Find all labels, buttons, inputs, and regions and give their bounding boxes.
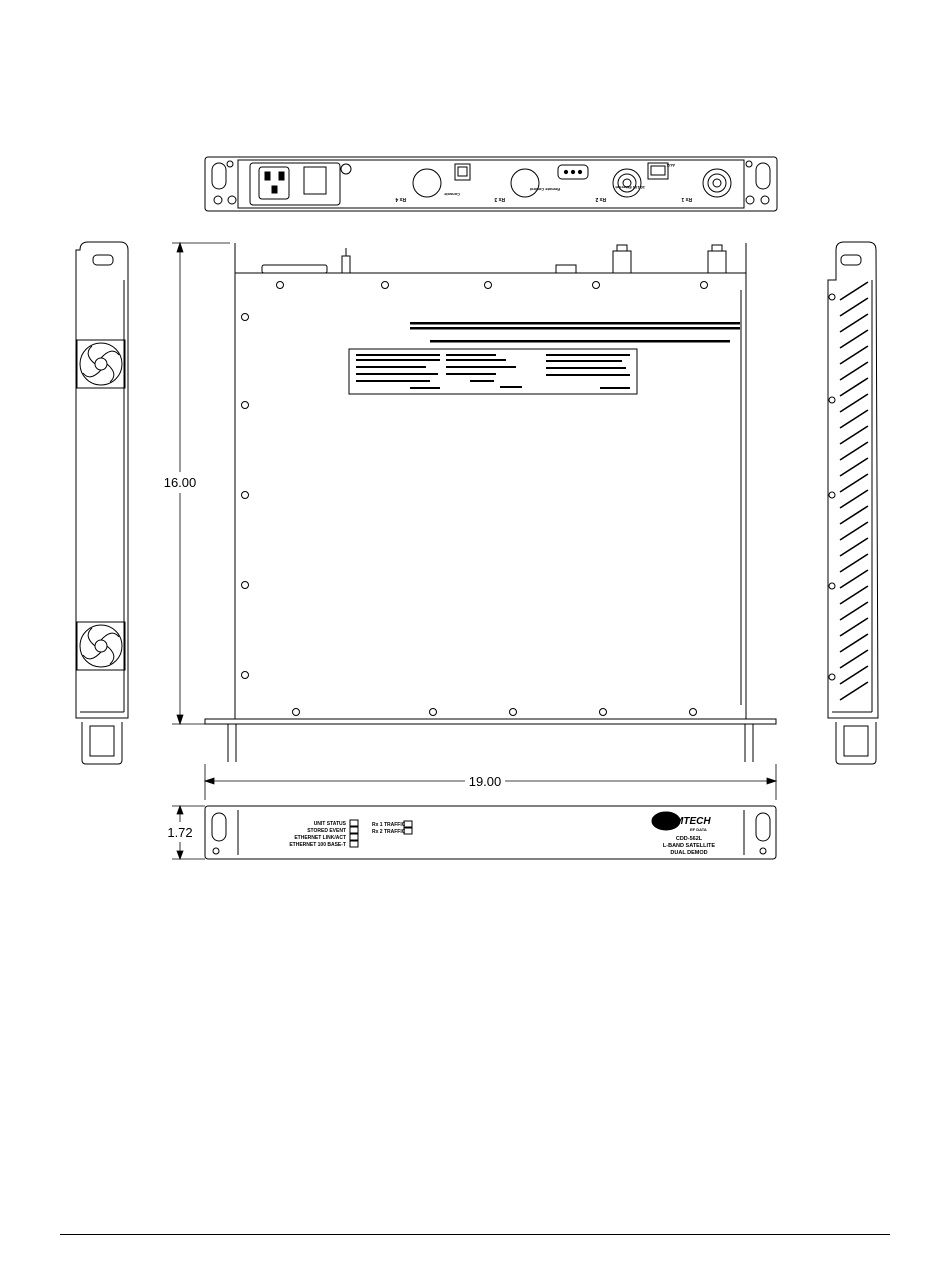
brand-name: COMTECH	[660, 816, 711, 827]
fan-lower-icon	[77, 622, 125, 670]
product-line-1: L-BAND SATELLITE	[662, 843, 716, 849]
warning-text-block	[410, 322, 740, 343]
model-number: CDD-562L	[675, 836, 703, 842]
dimension-width: 19.00	[468, 774, 502, 789]
led-label-ethernet-link: ETHERNET LINK/ACT	[294, 835, 346, 841]
rear-label-rx4: Rx 4	[395, 196, 406, 202]
dimension-height: 1.72	[167, 825, 193, 840]
front-panel-labels	[289, 816, 715, 856]
rear-label-rx3: Rx 3	[494, 196, 505, 202]
led-label-stored-event: STORED EVENT	[307, 828, 346, 834]
top-view	[205, 243, 776, 762]
footer-rule	[60, 1234, 890, 1235]
fan-upper-icon	[77, 340, 125, 388]
dimension-lines	[172, 243, 776, 859]
rear-label-rx2: Rx 2	[595, 196, 606, 202]
rear-label-aux: AUX	[666, 163, 675, 168]
right-side-view	[828, 242, 878, 764]
safety-label	[349, 349, 637, 394]
rear-label-remote: Remote Control	[530, 187, 560, 192]
led-label-rx2-traffic: Rx 2 TRAFFIC	[372, 829, 406, 835]
product-line-2: DUAL DEMOD	[670, 850, 708, 856]
led-label-ethernet-100: ETHERNET 100 BASE-T	[289, 842, 346, 848]
rear-label-rx1: Rx 1	[681, 196, 692, 202]
rear-label-console: Console	[444, 192, 460, 197]
led-label-unit-status: UNIT STATUS	[313, 821, 346, 827]
led-label-rx1-traffic: Rx 1 TRAFFIC	[372, 822, 406, 828]
vent-slots	[840, 282, 868, 700]
rear-panel-labels	[395, 163, 692, 202]
dimension-depth: 16.00	[163, 475, 197, 490]
top-cover-screws	[242, 282, 708, 716]
left-side-view	[76, 242, 128, 764]
brand-subtitle: EF DATA	[690, 827, 707, 832]
rear-label-ethernet: 10/100 Ethernet	[615, 185, 645, 190]
